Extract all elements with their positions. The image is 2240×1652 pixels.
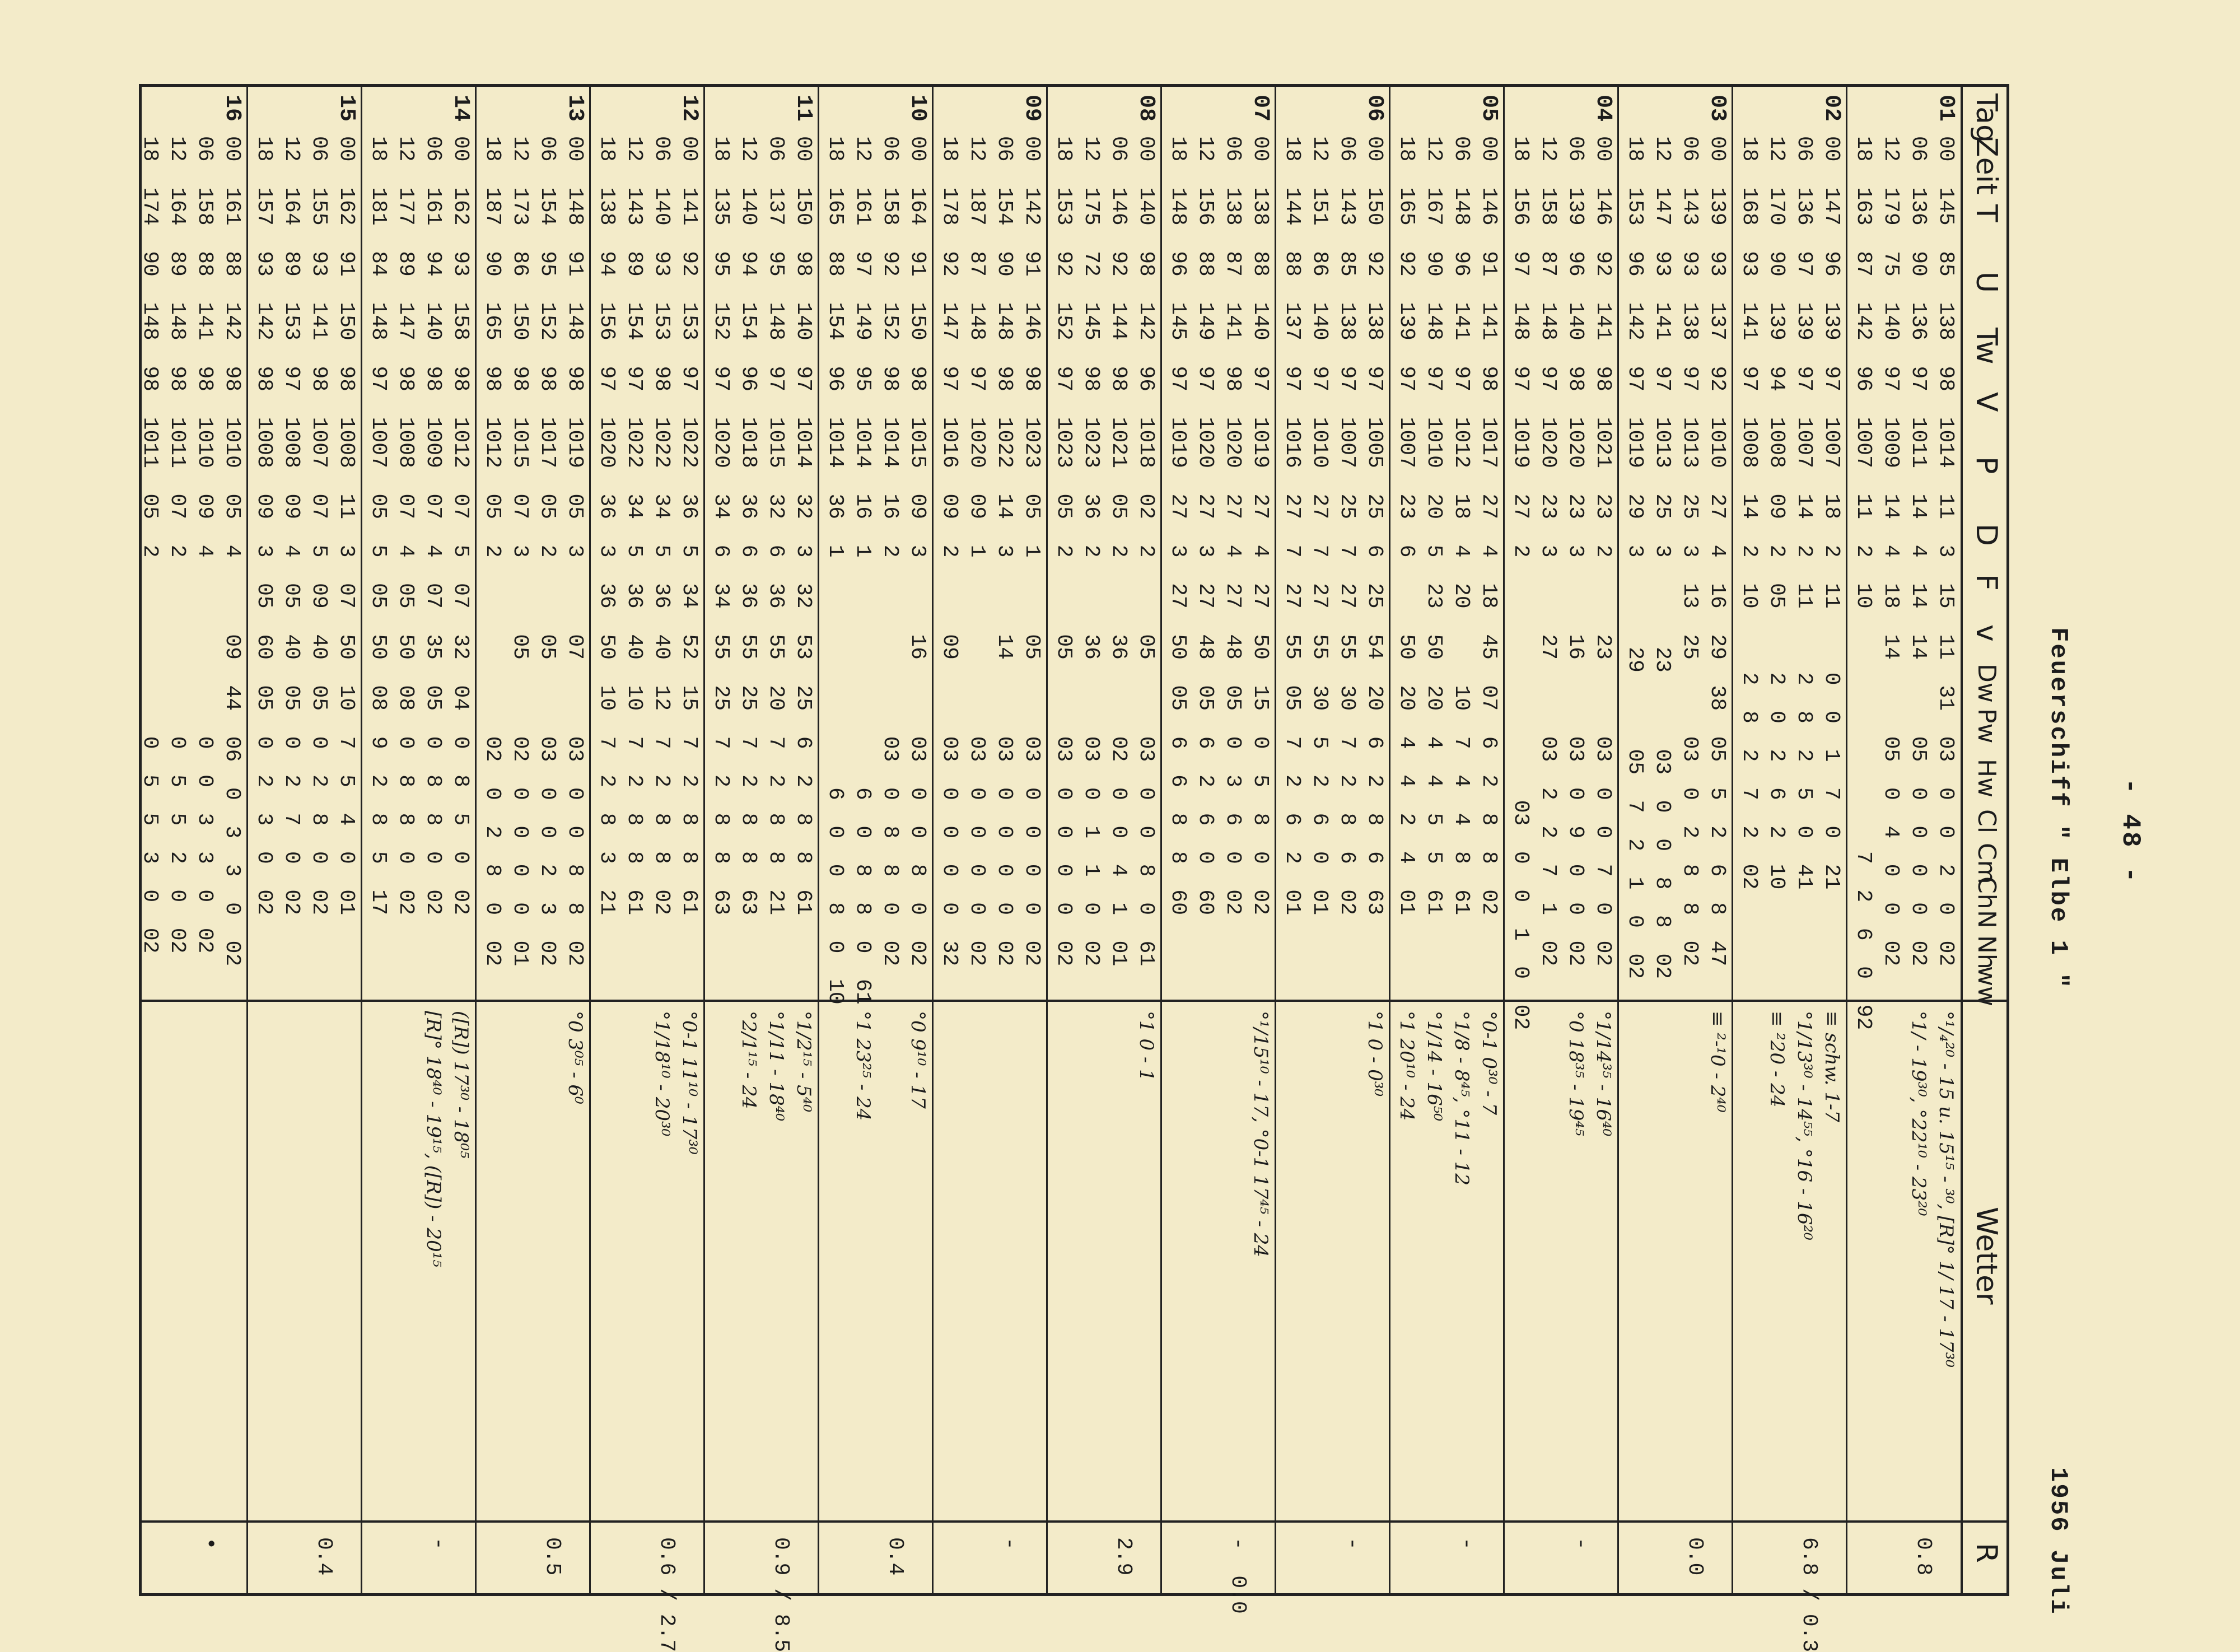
- observation-row: 00 145 85 138 98 1014 11 3 15 11 31 03 0 0 2 0 02: [1934, 136, 1958, 967]
- day-number: 03: [1705, 95, 1730, 122]
- precipitation-value: -: [997, 1537, 1021, 1550]
- col-wetter: Wetter: [1970, 1207, 2003, 1305]
- observation-row: 06 161 94 140 98 1009 07 4 07 35 05 0 8 8 0 02: [421, 136, 445, 916]
- observation-row: 18 187 90 165 98 1012 05 2 02 0 2 8 0 02: [480, 136, 505, 967]
- divider-wetter: [142, 1000, 2006, 1002]
- day-divider: [589, 87, 591, 1593]
- col-p: P: [1970, 456, 2003, 474]
- precipitation-value: -: [1340, 1537, 1364, 1550]
- day-divider: [1160, 87, 1162, 1593]
- observation-row: 06 158 88 141 98 1010 09 4 0 0 3 3 0 02: [193, 136, 217, 954]
- weather-notes: ≡ schw. 1-7 °1/13³⁰ - 14⁵⁵, °16 - 16²⁰ ≡ ²20 - 24: [1766, 1011, 1843, 1240]
- observation-row: 06 139 96 140 98 1020 23 3 16 03 0 9 0 0 02: [1564, 136, 1588, 967]
- page-number: - 48 -: [2116, 778, 2145, 885]
- day-divider: [1389, 87, 1390, 1593]
- observation-row: 12 158 87 148 97 1020 23 3 27 03 2 2 7 1 02: [1536, 136, 1560, 967]
- observation-row: 12 170 90 139 94 1008 09 2 05 2 0 2 6 2 10: [1765, 136, 1789, 890]
- day-divider: [1275, 87, 1276, 1593]
- day-divider: [932, 87, 934, 1593]
- observation-row: 12 164 89 148 98 1011 07 2 0 5 5 2 0 02: [165, 136, 189, 954]
- observation-row: 18 165 88 154 96 1014 36 1 6 0 0 8 0 10: [823, 136, 847, 1005]
- observation-row: 00 162 93 158 98 1012 07 5 07 32 04 0 8 5 0 02: [449, 136, 473, 916]
- observation-row: 00 140 98 142 96 1018 02 2 05 03 0 0 8 0 61: [1134, 136, 1158, 967]
- observation-row: 06 143 85 138 97 1007 25 7 27 55 30 7 2 8 6 02: [1335, 136, 1359, 916]
- observation-row: 18 144 88 137 97 1016 27 7 27 55 05 7 2 6 2 01: [1280, 136, 1304, 916]
- col-dw: Dw: [1972, 664, 2001, 703]
- day-divider: [703, 87, 705, 1593]
- col-ww: ww: [1972, 966, 2001, 1006]
- precipitation-value: 0.8: [1911, 1537, 1935, 1576]
- day-divider: [1617, 87, 1619, 1593]
- observation-row: 12 164 89 153 97 1008 09 4 05 40 05 0 2 7 0 02: [279, 136, 304, 916]
- day-divider: [818, 87, 819, 1593]
- precipitation-value: 0.9 / 8.5: [769, 1537, 793, 1652]
- observation-row: 18 168 93 141 97 1008 14 2 10 2 8 2 7 2 02: [1737, 136, 1761, 890]
- day-number: 04: [1590, 95, 1616, 122]
- observation-row: 18 153 92 152 97 1023 05 2 05 03 0 0 0 0 02: [1052, 136, 1076, 967]
- observation-rows: [1393, 136, 1502, 915]
- weather-notes: °1 0 - 0³⁰: [1364, 1011, 1386, 1097]
- observation-row: 18 153 96 142 97 1019 29 3 29 05 7 2 1 0 02: [1623, 136, 1647, 979]
- col-cl: Cl: [1972, 809, 2001, 833]
- day-divider: [1046, 87, 1048, 1593]
- observation-rows: [822, 136, 931, 1005]
- precipitation-value: 0.4: [883, 1537, 907, 1576]
- weather-notes: °1 0 - 1: [1135, 1011, 1158, 1081]
- col-ch: Ch: [1972, 876, 2001, 909]
- day-divider: [246, 87, 248, 1593]
- day-divider: [1732, 87, 1733, 1593]
- weather-table: [138, 84, 2009, 1652]
- observation-rows: [1278, 136, 1388, 915]
- observation-row: 06 155 93 141 98 1007 07 5 09 40 05 0 2 8 0 02: [307, 136, 331, 916]
- weather-notes: ([R]) 17³⁰ - 18⁰⁵ [R]° 18⁴⁰ - 19¹⁵, ([R]) - 20¹⁵: [422, 1011, 472, 1267]
- day-number: 09: [1019, 95, 1044, 122]
- col-d: D: [1970, 524, 2003, 547]
- observation-rows: [1507, 136, 1617, 1030]
- year-month: 1956 Juli: [2044, 1467, 2072, 1616]
- observation-row: 00 139 93 137 92 1010 27 4 16 29 38 05 5 2 6 8 47: [1705, 136, 1729, 967]
- col-nh: Nh: [1972, 935, 2001, 969]
- observation-row: 00 161 88 142 98 1010 05 4 09 44 06 0 3 3 0 02: [220, 136, 244, 967]
- observation-rows: [136, 136, 246, 966]
- day-number: 10: [905, 95, 930, 122]
- day-divider: [475, 87, 477, 1593]
- weather-notes: °0 3⁰⁵ - 6⁰: [564, 1011, 586, 1104]
- precipitation-value: 6.8 / 0.3: [1797, 1537, 1821, 1652]
- observation-row: 12 167 90 148 97 1010 20 5 23 50 20 4 4 5 5 61: [1422, 136, 1446, 916]
- observation-row: 18 178 92 147 97 1016 09 2 09 03 0 0 0 0 32: [937, 136, 962, 967]
- observation-row: 06 148 96 141 97 1012 18 4 20 10 7 4 4 8 61: [1449, 136, 1473, 916]
- precipitation-value: - 0.0: [1226, 1537, 1250, 1614]
- observation-row: 06 158 92 152 98 1014 16 2 03 0 8 8 0 02: [878, 136, 902, 967]
- col-tw: Tw: [1970, 328, 2003, 365]
- observation-rows: [593, 136, 703, 915]
- observation-row: 00 142 91 146 98 1023 05 1 05 03 0 0 0 0 02: [1020, 136, 1044, 967]
- observation-row: 18 157 93 142 98 1008 09 3 05 60 05 0 2 3 0 02: [252, 136, 276, 916]
- weather-notes: °1/2¹⁵ - 5⁴⁰ °1/11 - 18⁴⁰ °2/1¹⁵ - 24: [738, 1011, 815, 1121]
- observation-row: 18 148 96 145 97 1019 27 3 27 50 05 6 6 8 8 60: [1166, 136, 1190, 916]
- day-number: 13: [562, 95, 587, 122]
- observation-rows: [365, 136, 474, 915]
- precipitation-value: -: [1454, 1537, 1478, 1550]
- observation-rows: [1850, 136, 1959, 1030]
- ship-name: Feuerschiff " Elbe 1 ": [2044, 627, 2072, 990]
- observation-row: 12 147 93 141 97 1013 25 3 23 03 0 0 8 8 02: [1650, 136, 1674, 979]
- day-number: 02: [1819, 95, 1844, 122]
- observation-row: 12 175 72 145 98 1023 36 2 36 03 0 1 1 0 02: [1079, 136, 1103, 967]
- observation-row: 00 150 92 138 97 1005 25 6 25 54 20 6 2 8 6 63: [1362, 136, 1387, 916]
- weather-notes: °0-1 0³⁰ - 7 °1/8 - 8⁴⁵, °11 - 12 °1/14 - 16⁵⁰ °1 20¹⁰ - 24: [1396, 1011, 1500, 1186]
- col-r: R: [1970, 1543, 2003, 1564]
- observation-row: 00 164 91 150 98 1015 09 3 16 03 0 0 8 0 02: [906, 136, 930, 967]
- observation-row: 00 147 96 139 97 1007 18 2 11 0 0 1 7 0 21: [1819, 136, 1844, 890]
- observation-row: 18 135 95 152 97 1020 34 6 34 55 25 7 2 8 8 63: [709, 136, 733, 916]
- observation-row: 12 177 89 147 98 1008 07 4 05 50 08 0 8 8 0 02: [394, 136, 418, 916]
- day-number: 11: [791, 95, 816, 122]
- weather-notes: °1/14³⁵ - 16⁴⁰ °0 18³⁵ - 19⁴⁵: [1565, 1011, 1614, 1137]
- header-rule: [1961, 87, 1963, 1593]
- observation-row: 00 162 91 150 98 1008 11 3 07 50 10 7 5 4 0 01: [334, 136, 358, 916]
- day-number: 07: [1248, 95, 1273, 122]
- observation-row: 12 143 89 154 97 1022 34 5 36 40 10 7 2 8 8 61: [622, 136, 646, 916]
- weather-notes: °0-1 11¹⁰ - 17³⁰ °1/18¹⁰ - 20³⁰: [651, 1011, 701, 1155]
- observation-row: 06 143 93 138 97 1013 25 3 13 25 03 0 2 8 8 02: [1678, 136, 1702, 967]
- observation-row: 12 156 88 149 97 1020 27 3 27 48 05 6 2 6 0 60: [1193, 136, 1217, 916]
- observation-row: 12 173 86 150 98 1015 07 3 05 02 0 0 0 0 01: [508, 136, 532, 967]
- weather-notes: °¹/15¹⁰ - 17, °0-1 17⁴⁵ - 24: [1249, 1011, 1272, 1258]
- observation-row: 06 146 92 144 98 1021 05 2 36 02 0 0 4 1 01: [1107, 136, 1131, 967]
- observation-row: 00 146 91 141 98 1017 27 4 18 45 07 6 2 8 8 02: [1477, 136, 1501, 916]
- weather-notes: °¹/₄²⁰ - 15 u. 15¹⁵ - ³⁰, [R]° 1/ 17 - 17³⁰ °1/ - 19³⁰, °22¹⁰ - 23²⁰: [1907, 1011, 1957, 1368]
- observation-row: 12 151 86 140 97 1010 27 7 27 55 30 5 2 6 0 01: [1308, 136, 1332, 916]
- observation-row: 18 156 97 148 97 1019 27 2 03 0 0 1 0 02: [1509, 136, 1533, 1030]
- col-cm: Cm: [1972, 843, 2001, 884]
- col-hw: Hw: [1972, 759, 2001, 798]
- observation-rows: [250, 136, 360, 915]
- observation-row: 06 154 95 152 98 1017 05 2 05 03 0 0 2 3 02: [535, 136, 559, 967]
- observation-row: 18 165 92 139 97 1007 23 6 50 20 4 4 2 4 01: [1394, 136, 1418, 916]
- precipitation-value: 0.0: [1683, 1537, 1707, 1576]
- observation-row: 00 138 88 140 97 1019 27 4 27 50 15 0 5 8 0 02: [1248, 136, 1272, 916]
- day-number: 12: [676, 95, 702, 122]
- precipitation-value: 0.4: [312, 1537, 336, 1576]
- day-divider: [1846, 87, 1847, 1593]
- day-number: 15: [334, 95, 359, 122]
- observation-row: 12 179 75 140 97 1009 14 4 18 14 05 0 4 0 0 02: [1879, 136, 1903, 967]
- col-pw: Pw: [1972, 708, 2001, 744]
- precipitation-value: 0.5: [540, 1537, 564, 1576]
- divider-r: [142, 1520, 2006, 1523]
- col-t: T: [1970, 204, 2003, 222]
- observation-row: 18 174 90 148 98 1011 05 2 0 5 5 3 0 02: [138, 136, 162, 954]
- observation-row: 12 140 94 154 96 1018 36 6 36 55 25 7 2 8 8 63: [736, 136, 760, 916]
- observation-row: 06 136 97 139 97 1007 14 2 11 2 8 2 5 0 41: [1792, 136, 1816, 890]
- observation-rows: [707, 136, 817, 915]
- observation-row: 18 181 84 148 97 1007 05 5 05 50 08 9 2 8 5 17: [366, 136, 390, 916]
- observation-row: 18 163 87 142 96 1007 11 2 10 7 2 6 0 92: [1851, 136, 1875, 1030]
- day-number: 14: [448, 95, 473, 122]
- observation-row: 12 187 87 148 97 1020 09 1 03 0 0 0 0 02: [965, 136, 989, 967]
- observation-row: 00 141 92 153 97 1022 36 5 34 52 15 7 2 8 8 61: [677, 136, 701, 916]
- day-divider: [1503, 87, 1505, 1593]
- day-divider: [361, 87, 362, 1593]
- observation-row: 12 161 97 149 95 1014 16 1 6 0 8 8 0 61: [851, 136, 875, 1005]
- day-number: 06: [1362, 95, 1387, 122]
- observation-rows: [1164, 136, 1274, 915]
- observation-rows: [1050, 136, 1160, 966]
- precipitation-value: 0.6 / 2.7: [655, 1537, 679, 1652]
- observation-row: 06 154 90 148 98 1022 14 3 14 03 0 0 0 0 02: [992, 136, 1016, 967]
- day-number: 01: [1933, 95, 1958, 122]
- observation-rows: [479, 136, 589, 966]
- observation-rows: [1735, 136, 1845, 889]
- weather-notes: °0 9¹⁰ - 17 °1 23²⁵ - 24: [852, 1011, 929, 1121]
- observation-row: 06 138 87 141 98 1020 27 4 27 48 05 0 3 6 0 02: [1221, 136, 1245, 916]
- day-number: 05: [1476, 95, 1501, 122]
- observation-row: 00 150 98 140 97 1014 32 3 32 53 25 6 2 8 8 61: [791, 136, 815, 916]
- col-v2: v: [1970, 624, 2003, 642]
- observation-row: 06 137 95 148 97 1015 32 6 36 55 20 7 2 8 8 21: [764, 136, 788, 916]
- observation-row: 06 140 93 153 98 1022 34 5 36 40 12 7 2 8 8 02: [650, 136, 674, 916]
- col-f: F: [1970, 574, 2003, 591]
- col-n: N: [1972, 910, 2001, 928]
- precipitation-value: 2.9: [1112, 1537, 1136, 1576]
- observation-rows: [936, 136, 1046, 966]
- precipitation-value: •: [198, 1537, 222, 1550]
- observation-row: 06 136 90 136 97 1011 14 4 14 14 05 0 0 0 0 02: [1906, 136, 1930, 967]
- day-number: 08: [1133, 95, 1159, 122]
- weather-notes: ≡ ²-¹0 - 2⁴⁰: [1706, 1011, 1729, 1113]
- col-tag: Tag: [1970, 94, 2003, 143]
- col-u: U: [1970, 272, 2003, 293]
- observation-row: 18 138 94 156 97 1020 36 3 36 50 10 7 2 8 3 21: [595, 136, 619, 916]
- observation-row: 00 148 91 148 98 1019 05 3 07 03 0 0 8 8 02: [563, 136, 587, 967]
- observation-rows: [1621, 136, 1731, 979]
- precipitation-value: -: [426, 1537, 450, 1550]
- precipitation-value: -: [1569, 1537, 1593, 1550]
- day-number: 16: [220, 95, 245, 122]
- col-v: V: [1970, 392, 2003, 412]
- col-zeit: Zeit: [1970, 137, 2003, 195]
- observation-row: 00 146 92 141 98 1021 23 2 23 03 0 0 7 0 02: [1591, 136, 1615, 967]
